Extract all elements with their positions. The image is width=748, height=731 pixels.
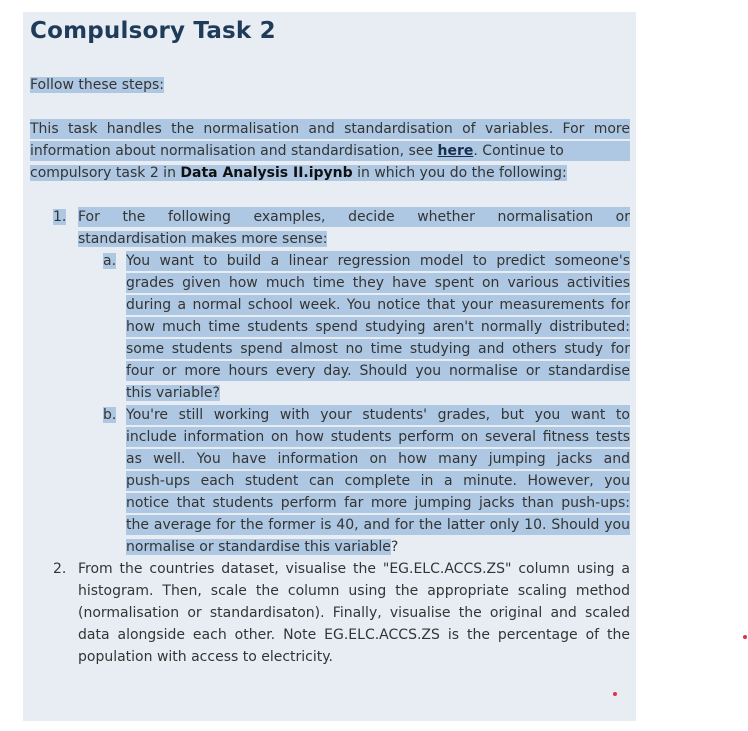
item-1b-line: notice that students perform far more jumping jacks than push-ups: bbox=[126, 495, 630, 511]
item-1b-line: push-ups each student can complete in a minute. However, you bbox=[126, 473, 630, 489]
item-1a-line: four or more hours every day. Should you normalise or standardise bbox=[126, 363, 630, 379]
red-dot-marker bbox=[743, 635, 747, 639]
item-1b-line: as well. You have information on how many jumping jacks and bbox=[126, 451, 630, 467]
steps-intro: Follow these steps: bbox=[30, 77, 164, 93]
item-1a-marker: a. bbox=[103, 253, 117, 269]
item-1-line-2: standardisation makes more sense: bbox=[78, 231, 328, 247]
item-1-marker: 1. bbox=[53, 209, 67, 225]
intro-line-3: compulsory task 2 in Data Analysis II.ipynb in which you do the following: bbox=[30, 165, 567, 181]
red-dot-marker bbox=[613, 692, 617, 696]
item-1b-line: include information on how students perform on several fitness tests bbox=[126, 429, 630, 445]
item-1b-line: You're still working with your students' grades, but you want to bbox=[126, 407, 630, 423]
item-2-line: (normalisation or standardisaton). Finally, visualise the original and scaled bbox=[78, 605, 630, 621]
page-title: Compulsory Task 2 bbox=[30, 18, 276, 44]
item-1a-line: this variable? bbox=[126, 385, 220, 401]
item-1b-line: the average for the former is 40, and for the latter only 10. Should you bbox=[126, 517, 630, 533]
item-1b-line: normalise or standardise this variable? bbox=[126, 539, 399, 555]
intro-line-2: information about normalisation and standardisation, see here. Continue to bbox=[30, 141, 630, 161]
item-1-line-1: For the following examples, decide whether normalisation or bbox=[78, 209, 630, 225]
item-2-line: histogram. Then, scale the column using the appropriate scaling method bbox=[78, 583, 630, 599]
intro-line-1: This task handles the normalisation and standardisation of variables. For more bbox=[30, 121, 630, 137]
notebook-filename: Data Analysis II.ipynb bbox=[180, 165, 353, 181]
item-1b-marker: b. bbox=[103, 407, 117, 423]
here-link[interactable]: here bbox=[437, 143, 474, 159]
item-1a-line: grades given how much time they have spent on various activities bbox=[126, 275, 630, 291]
item-2-line: From the countries dataset, visualise the "EG.ELC.ACCS.ZS" column using a bbox=[78, 561, 630, 577]
item-1a-line: You want to build a linear regression model to predict someone's bbox=[126, 253, 630, 269]
item-2-line: population with access to electricity. bbox=[78, 649, 333, 665]
item-2-line: data alongside each other. Note EG.ELC.ACCS.ZS is the percentage of the bbox=[78, 627, 630, 643]
item-2-marker: 2. bbox=[53, 561, 67, 577]
item-1a-line: how much time students spend studying aren't normally distributed: bbox=[126, 319, 630, 335]
item-1a-line: some students spend almost no time studying and others study for bbox=[126, 341, 630, 357]
item-1a-line: during a normal school week. You notice that your measurements for bbox=[126, 297, 630, 313]
